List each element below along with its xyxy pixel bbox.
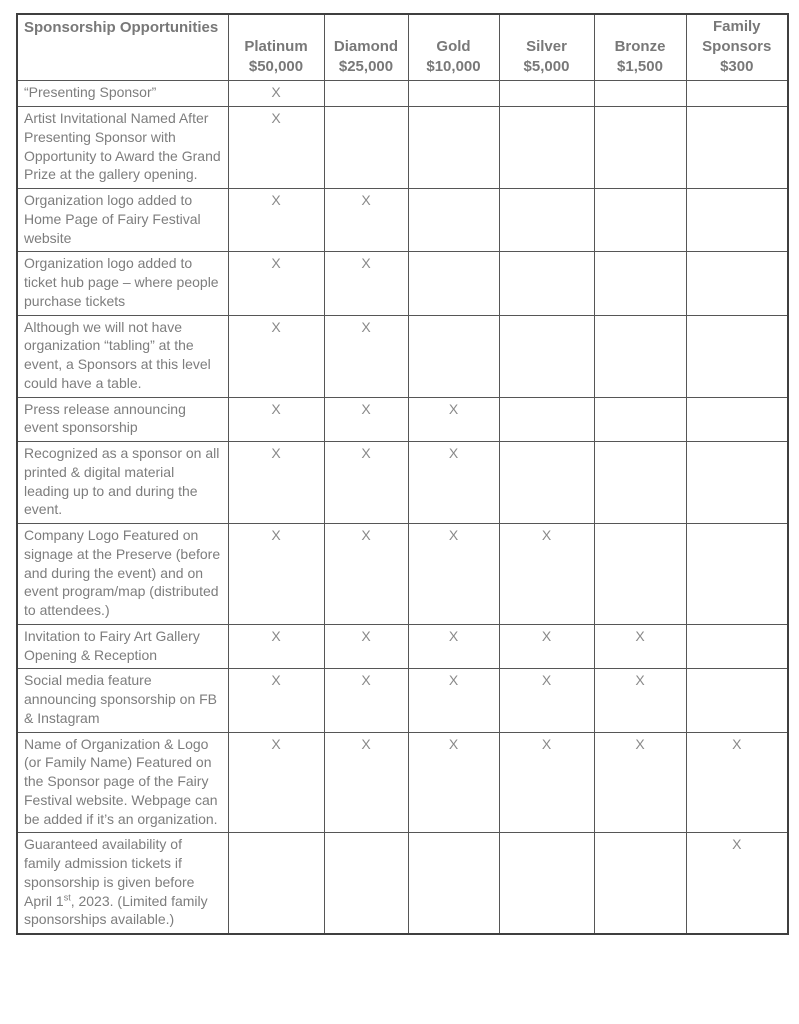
mark-cell (408, 107, 499, 189)
mark-cell: X (228, 524, 324, 625)
benefit-text-superscript: st (63, 891, 71, 902)
mark-cell: X (594, 624, 686, 669)
mark-cell (686, 189, 788, 252)
table-row-logo-signage (17, 524, 788, 625)
table-row-presenting-sponsor (17, 81, 788, 107)
mark-cell: X (499, 524, 594, 625)
tier-amount: $5,000 (523, 57, 570, 75)
mark-cell (499, 442, 594, 524)
tier-name: Platinum (244, 37, 308, 55)
mark-cell: X (499, 732, 594, 833)
benefit-cell (17, 833, 228, 934)
tier-amount: $50,000 (248, 57, 304, 75)
mark-cell: X (686, 833, 788, 934)
table-row-logo-home-page (17, 189, 788, 252)
mark-cell: X (408, 442, 499, 524)
tier-amount: $300 (720, 57, 754, 75)
mark-cell: X (594, 732, 686, 833)
mark-cell (408, 252, 499, 315)
mark-cell: X (499, 669, 594, 732)
mark-cell (686, 107, 788, 189)
tier-header-silver (499, 14, 594, 81)
mark-cell (499, 315, 594, 397)
benefit-cell: Organization logo added to ticket hub page – where people purchase tickets (17, 252, 228, 315)
table-row-gallery-invitation (17, 624, 788, 669)
mark-cell: X (324, 315, 408, 397)
mark-cell (408, 315, 499, 397)
mark-cell (594, 107, 686, 189)
mark-cell: X (408, 624, 499, 669)
benefit-cell: Name of Organization & Logo (or Family Name) Featured on the Sponsor page of the Fairy Festival website. Webpage can be added if it’s an organization. (17, 732, 228, 833)
mark-cell: X (324, 442, 408, 524)
mark-cell (594, 189, 686, 252)
mark-cell: X (228, 624, 324, 669)
mark-cell (686, 397, 788, 442)
mark-cell: X (324, 189, 408, 252)
mark-cell (594, 524, 686, 625)
mark-cell: X (324, 252, 408, 315)
mark-cell (594, 442, 686, 524)
mark-cell: X (408, 397, 499, 442)
table-row-family-tickets (17, 833, 788, 934)
mark-cell (686, 81, 788, 107)
mark-cell (408, 833, 499, 934)
benefit-cell: Recognized as a sponsor on all printed & digital material leading up to and during the event. (17, 442, 228, 524)
benefit-cell: Press release announcing event sponsorship (17, 397, 228, 442)
mark-cell: X (686, 732, 788, 833)
mark-cell (594, 397, 686, 442)
mark-cell: X (324, 524, 408, 625)
mark-cell (686, 315, 788, 397)
mark-cell: X (324, 397, 408, 442)
benefit-cell: Company Logo Featured on signage at the Preserve (before and during the event) and on event program/map (distributed to attendees.) (17, 524, 228, 625)
mark-cell (408, 189, 499, 252)
mark-cell: X (499, 624, 594, 669)
benefit-cell: Social media feature announcing sponsorship on FB & Instagram (17, 669, 228, 732)
tier-header-diamond (324, 14, 408, 81)
mark-cell (324, 81, 408, 107)
mark-cell (408, 81, 499, 107)
mark-cell: X (228, 442, 324, 524)
sponsorship-table (16, 13, 789, 935)
table-row-artist-invitational (17, 107, 788, 189)
mark-cell (324, 107, 408, 189)
table-row-recognized-sponsor (17, 442, 788, 524)
tier-header-platinum (228, 14, 324, 81)
mark-cell (686, 624, 788, 669)
mark-cell: X (594, 669, 686, 732)
mark-cell (499, 189, 594, 252)
table-row-social-media (17, 669, 788, 732)
mark-cell: X (228, 397, 324, 442)
benefit-cell: Artist Invitational Named After Presenting Sponsor with Opportunity to Award the Grand Prize at the gallery opening. (17, 107, 228, 189)
mark-cell (594, 833, 686, 934)
tier-name: Family Sponsors (702, 18, 772, 55)
mark-cell: X (228, 107, 324, 189)
mark-cell (499, 397, 594, 442)
mark-cell: X (408, 524, 499, 625)
mark-cell (499, 81, 594, 107)
mark-cell: X (324, 624, 408, 669)
tier-name: Silver (526, 37, 567, 55)
mark-cell: X (228, 669, 324, 732)
benefit-text-part: Guaranteed availability of family admission tickets if sponsorship is given before April 1 (24, 836, 195, 909)
mark-cell (686, 524, 788, 625)
mark-cell (686, 252, 788, 315)
tier-header-family (686, 14, 788, 81)
tier-header-gold (408, 14, 499, 81)
mark-cell (499, 833, 594, 934)
tier-header-bronze (594, 14, 686, 81)
mark-cell: X (408, 732, 499, 833)
mark-cell: X (228, 252, 324, 315)
benefit-text-part: , 2023. (Limited family sponsorships available.) (24, 892, 208, 928)
benefit-cell: “Presenting Sponsor” (17, 81, 228, 107)
tier-name: Gold (436, 37, 471, 55)
mark-cell: X (324, 732, 408, 833)
mark-cell (228, 833, 324, 934)
mark-cell (594, 81, 686, 107)
mark-cell (499, 107, 594, 189)
table-row-tabling (17, 315, 788, 397)
mark-cell: X (228, 81, 324, 107)
mark-cell (499, 252, 594, 315)
mark-cell (686, 442, 788, 524)
mark-cell: X (228, 189, 324, 252)
tier-amount: $10,000 (426, 57, 481, 75)
tier-amount: $25,000 (338, 57, 394, 75)
mark-cell: X (324, 669, 408, 732)
mark-cell: X (408, 669, 499, 732)
table-row-logo-ticket-hub (17, 252, 788, 315)
benefit-cell: Organization logo added to Home Page of Fairy Festival website (17, 189, 228, 252)
header-row (17, 14, 788, 81)
mark-cell (686, 669, 788, 732)
benefit-cell: Invitation to Fairy Art Gallery Opening & Reception (17, 624, 228, 669)
mark-cell (324, 833, 408, 934)
mark-cell: X (228, 732, 324, 833)
tier-name: Diamond (333, 37, 399, 55)
table-row-press-release (17, 397, 788, 442)
mark-cell (594, 315, 686, 397)
mark-cell: X (228, 315, 324, 397)
tier-name: Bronze (614, 37, 666, 55)
benefit-cell: Although we will not have organization “tabling” at the event, a Sponsors at this level could have a table. (17, 315, 228, 397)
mark-cell (594, 252, 686, 315)
table-title: Sponsorship Opportunities (17, 14, 228, 81)
tier-amount: $1,500 (617, 57, 663, 75)
table-row-sponsor-page (17, 732, 788, 833)
